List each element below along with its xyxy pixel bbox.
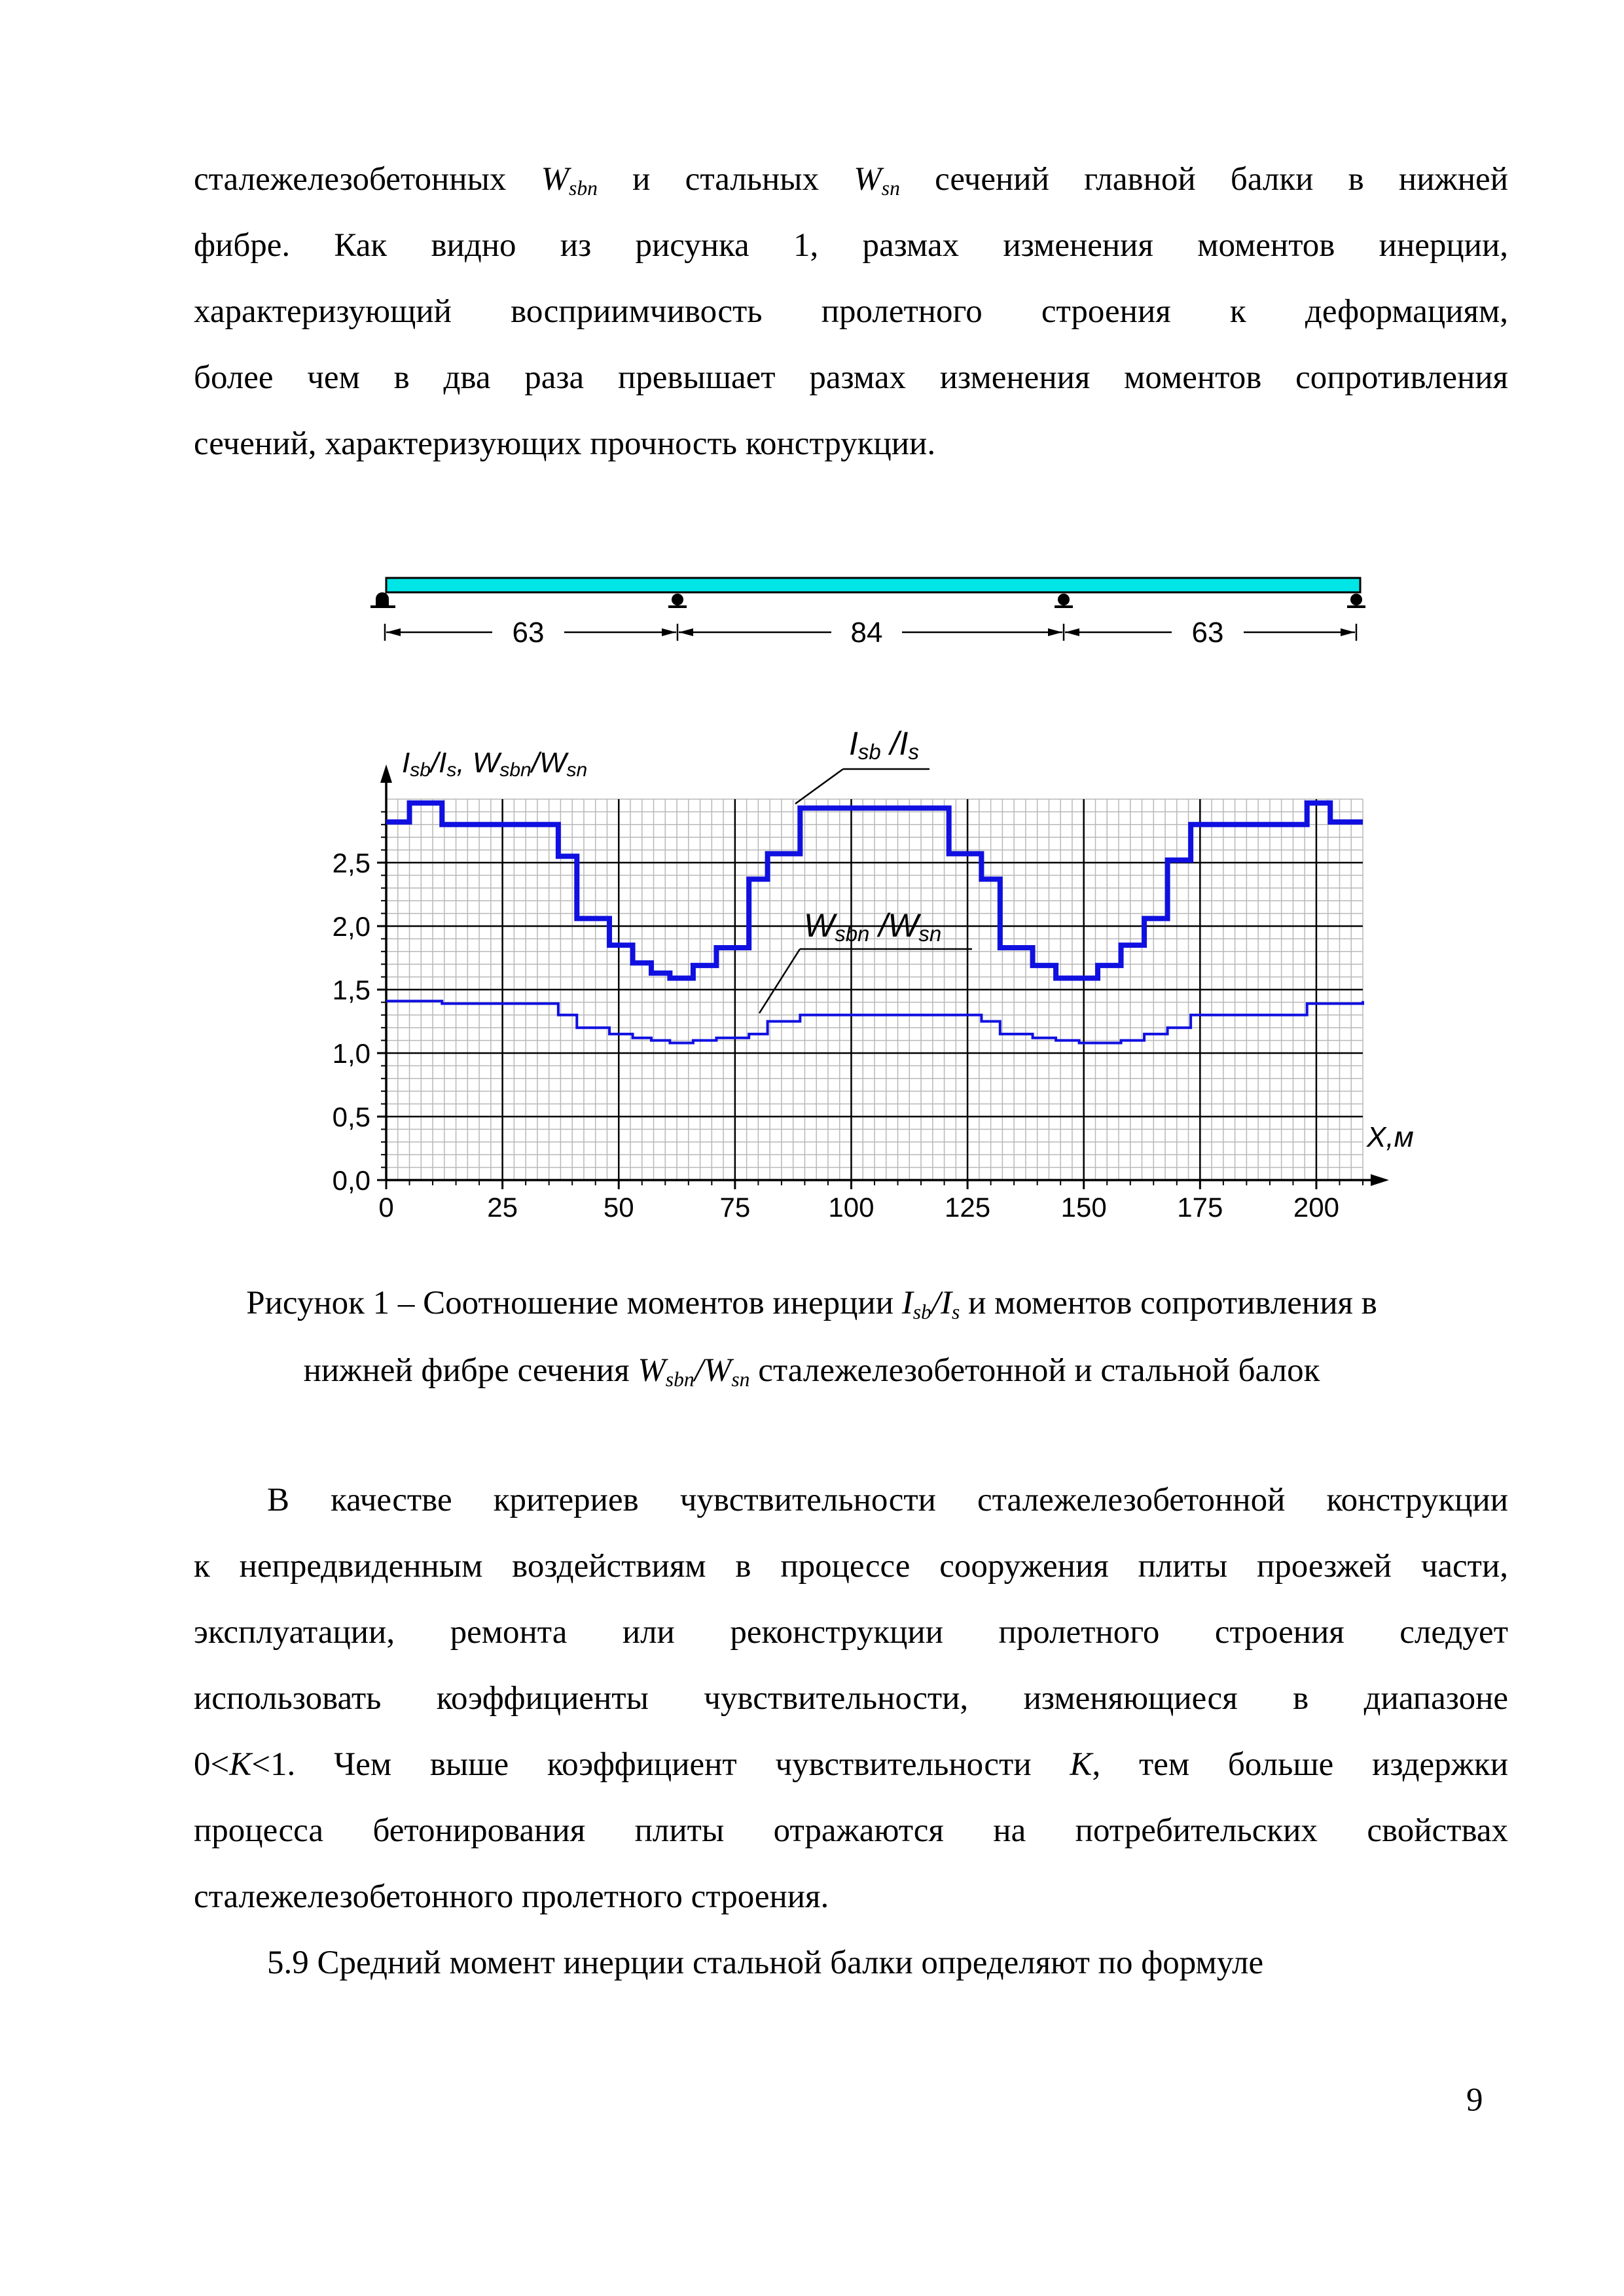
series-label-wsbn (759, 907, 972, 1013)
paragraph-1-line-1: сталежелезобетонных $W_{sbn}$ и стальных $W_{sn}$ сечений главной балки в нижней (194, 161, 1508, 200)
support-1 (370, 592, 395, 607)
y-tick-label: 1,0 (332, 1038, 370, 1069)
figure-caption (157, 1270, 1466, 1405)
y-tick-label: 0,0 (332, 1165, 370, 1196)
paragraph-1-line-3: характеризующий восприимчивость пролетного строения к деформациям, (194, 293, 1508, 330)
paragraph-2-line-7: сталежелезобетонного пролетного строения. (194, 1878, 829, 1915)
paragraph-2 (194, 1467, 1508, 1996)
span-length-2: 84 (850, 617, 883, 649)
page-number: 9 (1466, 2082, 1483, 2119)
support-2 (668, 594, 687, 607)
paragraph-2-line-3: эксплуатации, ремонта или реконструкции пролетного строения следует (194, 1614, 1508, 1651)
support-3 (1055, 594, 1073, 607)
y-axis-arrow (380, 764, 392, 783)
x-tick-label: 25 (487, 1192, 518, 1223)
caption-line-1: Рисунок 1 – Соотношение моментов инерции $I_{sb}/I_s$ и моментов сопротивления в (246, 1285, 1377, 1323)
support-4 (1347, 594, 1365, 607)
caption-line-2: нижней фибре сечения $W_{sbn}/W_{sn}$ сталежелезобетонной и стальной балок (303, 1352, 1320, 1391)
paragraph-1-line-5: сечений, характеризующих прочность конструкции. (194, 425, 936, 462)
beam-body (386, 578, 1360, 592)
y-tick-label: 0,5 (332, 1102, 370, 1132)
beam-scheme (370, 578, 1365, 649)
x-tick-label: 0 (378, 1192, 394, 1223)
y-tick-label: 2,0 (332, 911, 370, 942)
paragraph-2-line-6: процесса бетонирования плиты отражаются на потребительских свойствах (194, 1812, 1508, 1849)
x-tick-label: 100 (828, 1192, 875, 1223)
y-tick-label: 1,5 (332, 975, 370, 1005)
x-axis-ticks (378, 1180, 1363, 1223)
y-tick-label: 2,5 (332, 848, 370, 878)
x-axis-label: X,м (1367, 1121, 1414, 1153)
x-tick-label: 175 (1177, 1192, 1223, 1223)
span-length-1: 63 (512, 617, 545, 649)
chart-axes (380, 764, 1389, 1186)
y-axis-ticks (333, 812, 386, 1196)
x-tick-label: 150 (1060, 1192, 1107, 1223)
section-5-9-text: 5.9 Средний момент инерции стальной балки определяют по формуле (267, 1945, 1264, 1981)
x-tick-label: 75 (719, 1192, 751, 1223)
paragraph-2-line-2: к непредвиденным воздействиям в процессе сооружения плиты проезжей части, (194, 1548, 1508, 1585)
paragraph-2-line-4: использовать коэффициенты чувствительности, изменяющиеся в диапазоне (194, 1680, 1508, 1717)
y-axis-label: Isb/Is, Wsbn/Wsn (402, 747, 588, 781)
x-tick-label: 200 (1293, 1192, 1339, 1223)
svg-text:Wsbn /Wsn: Wsbn /Wsn (804, 907, 942, 946)
paragraph-2-line-1: В качестве критериев чувствительности сталежелезобетонной конструкции (267, 1482, 1508, 1518)
paragraph-2-line-5: 0<K<1. Чем выше коэффициент чувствительности K, тем больше издержки (194, 1746, 1509, 1783)
chart (333, 725, 1414, 1223)
series-label-isb (795, 725, 929, 804)
paragraph-1-line-2: фибре. Как видно из рисунка 1, размах изменения моментов инерции, (194, 227, 1508, 264)
svg-text:Isb /Is: Isb /Is (849, 725, 919, 764)
x-tick-label: 50 (603, 1192, 634, 1223)
paragraph-1-line-4: более чем в два раза превышает размах изменения моментов сопротивления (194, 359, 1508, 396)
span-length-3: 63 (1191, 617, 1224, 649)
x-tick-label: 125 (945, 1192, 991, 1223)
x-axis-arrow (1371, 1174, 1389, 1186)
